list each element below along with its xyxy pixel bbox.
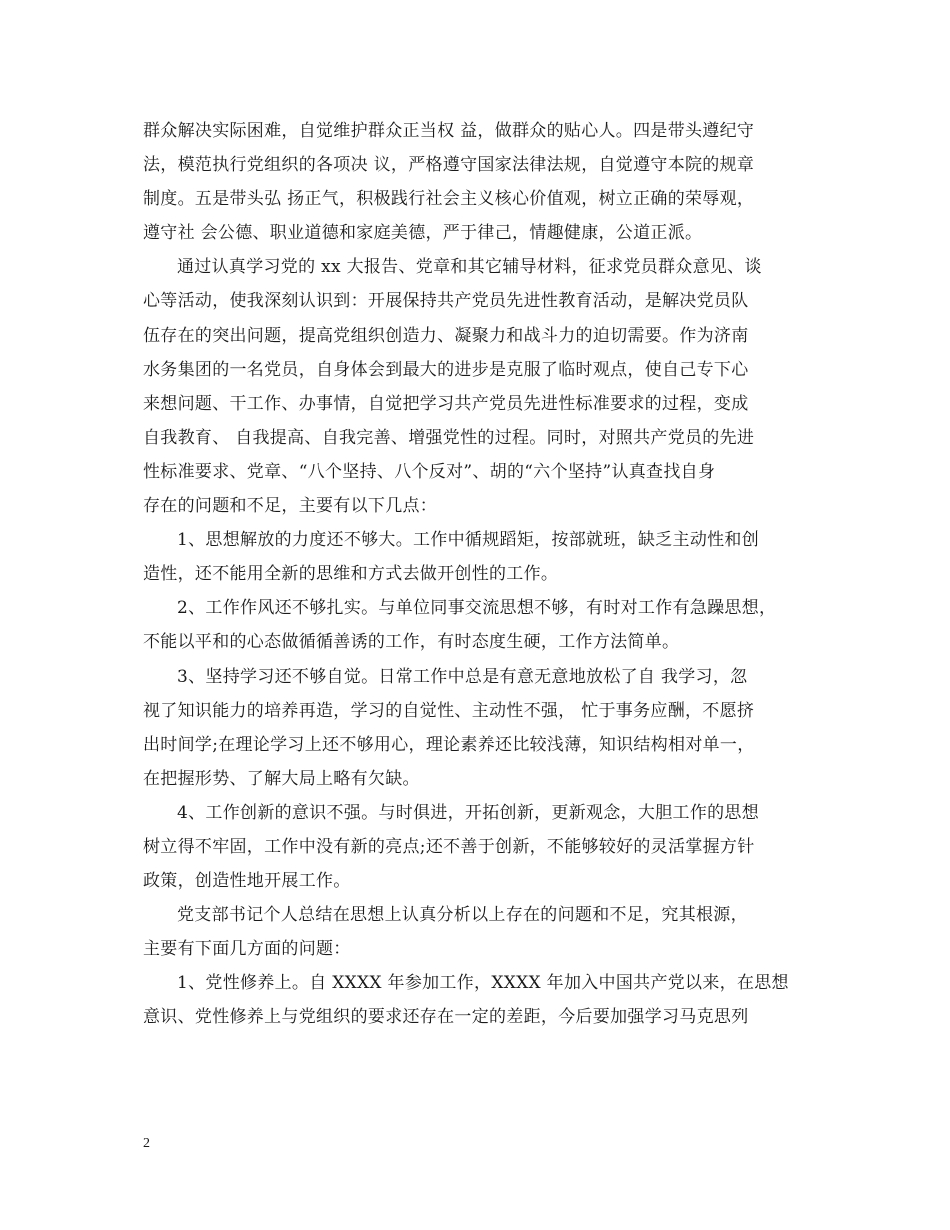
text-line: 伍存在的突出问题，提高党组织创造力、凝聚力和战斗力的迫切需要。作为济南 xyxy=(143,325,749,346)
text-line: 树立得不牢固，工作中没有新的亮点;还不善于创新，不能够较好的灵活掌握方针 xyxy=(143,836,755,857)
text-line: 出时间学;在理论学习上还不够用心，理论素养还比较浅薄，知识结构相对单一， xyxy=(143,734,755,755)
text-line: 心等活动，使我深刻认识到：开展保持共产党员先进性教育活动，是解决党员队 xyxy=(143,291,749,312)
text-line: 来想问题、干工作、办事情，自觉把学习共产党员先进性标准要求的过程，变成 xyxy=(143,393,749,414)
text-line: 3、坚持学习还不够自觉。日常工作中总是有意无意地放松了自 我学习，忽 xyxy=(177,666,748,687)
text-line: 群众解决实际困难，自觉维护群众正当权 益，做群众的贴心人。四是带头遵纪守 xyxy=(143,121,755,141)
text-line: 水务集团的一名党员，自身体会到最大的进步是克服了临时观点，使自己专下心 xyxy=(143,359,749,380)
page-number: 2 xyxy=(143,1136,150,1151)
text-line: 存在的问题和不足，主要有以下几点： xyxy=(143,496,438,517)
text-line: 通过认真学习党的 xx 大报告、党章和其它辅导材料，征求党员群众意见、谈 xyxy=(177,257,762,278)
text-line: 法，模范执行党组织的各项决 议，严格遵守国家法律法规，自觉遵守本院的规章 xyxy=(143,155,755,176)
text-line: 视了知识能力的培养再造，学习的自觉性、主动性不强， 忙于事务应酬，不愿挤 xyxy=(143,700,755,721)
text-line: 政策，创造性地开展工作。 xyxy=(143,871,351,892)
text-line: 1、党性修养上。自 XXXX 年参加工作，XXXX 年加入中国共产党以来，在思想 xyxy=(177,973,789,994)
text-line: 4、工作创新的意识不强。与时俱进，开拓创新，更新观念，大胆工作的思想 xyxy=(177,802,760,823)
text-line: 意识、党性修养上与党组织的要求还存在一定的差距，今后要加强学习马克思列 xyxy=(143,1007,749,1028)
text-line: 主要有下面几方面的问题： xyxy=(143,939,351,960)
text-line: 造性，还不能用全新的思维和方式去做开创性的工作。 xyxy=(143,564,559,585)
document-body xyxy=(143,114,813,1035)
text-line: 在把握形势、了解大局上略有欠缺。 xyxy=(143,768,420,789)
text-line: 遵守社 会公德、职业道德和家庭美德，严于律己，情趣健康，公道正派。 xyxy=(143,223,703,244)
text-line: 2、工作作风还不够扎实。与单位同事交流思想不够，有时对工作有急躁思想， xyxy=(177,598,777,619)
text-line: 性标准要求、党章、“八个坚持、八个反对”、胡的“六个坚持”认真查找自身 xyxy=(143,461,716,482)
text-line: 不能以平和的心态做循循善诱的工作，有时态度生硬，工作方法简单。 xyxy=(143,632,680,653)
text-line: 1、思想解放的力度还不够大。工作中循规蹈矩，按部就班，缺乏主动性和创 xyxy=(177,530,760,551)
text-line: 自我教育、 自我提高、自我完善、增强党性的过程。同时，对照共产党员的先进 xyxy=(143,427,755,448)
text-line: 制度。五是带头弘 扬正气，积极践行社会主义核心价值观，树立正确的荣辱观， xyxy=(143,189,755,210)
text-line: 党支部书记个人总结在思想上认真分析以上存在的问题和不足，究其根源， xyxy=(177,905,748,926)
